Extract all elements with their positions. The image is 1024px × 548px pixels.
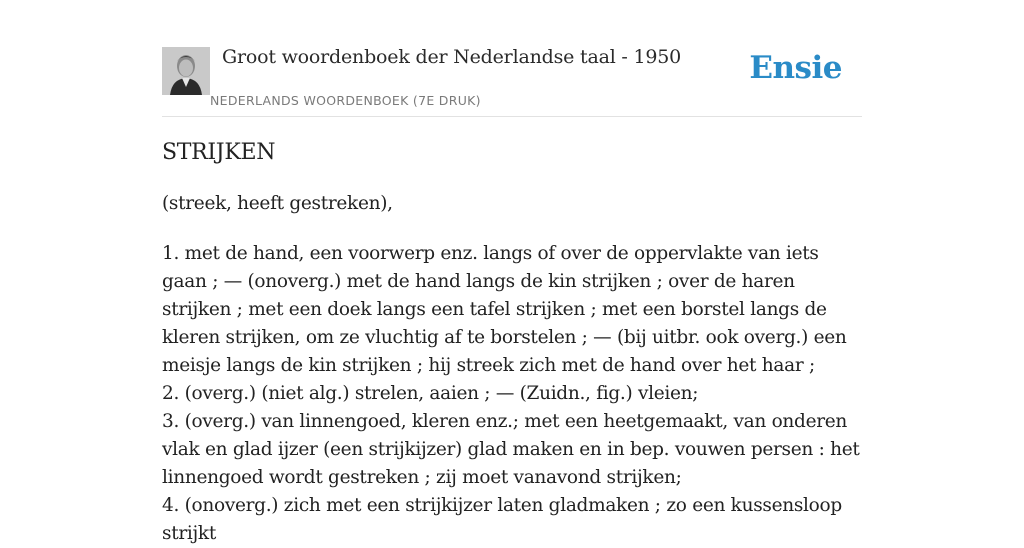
sense-1: 1. met de hand, een voorwerp enz. langs of over de oppervlakte van iets gaan ; — (onoverg.) met de hand langs de kin strijken ; over de haren strijken ; met een doek langs een tafel strijken ; met een borstel langs de kleren strijken, om ze vluchtig af te borstelen ; — (bij uitbr. ook overg.) een meisje langs de kin strijken ; hij streek zich met de hand over het haar ; xyxy=(162,243,847,376)
header xyxy=(162,40,862,117)
book-title[interactable]: Groot woordenboek der Nederlandse taal - 1950 xyxy=(222,46,682,68)
author-avatar[interactable] xyxy=(162,47,210,95)
entry-headword: STRIJKEN xyxy=(162,140,276,165)
sense-4: 4. (onoverg.) zich met een strijkijzer laten gladmaken ; zo een kussensloop strijkt xyxy=(162,495,842,544)
sense-2: 2. (overg.) (niet alg.) strelen, aaien ; — (Zuidn., fig.) vleien; xyxy=(162,383,699,404)
sense-3: 3. (overg.) van linnengoed, kleren enz.; met een heetgemaakt, van onderen vlak en glad ijzer (een strijkijzer) glad maken en in bep. vouwen persen : het linnengoed wordt gestreken ; zij moet vanavond strijken; xyxy=(162,411,860,488)
entry-grammar: (streek, heeft gestreken), xyxy=(162,193,393,214)
site-logo[interactable]: Ensie xyxy=(749,50,842,86)
portrait-image xyxy=(162,47,210,95)
book-subtitle: NEDERLANDS WOORDENBOEK (7E DRUK) xyxy=(210,93,481,108)
entry-definition xyxy=(162,240,862,548)
